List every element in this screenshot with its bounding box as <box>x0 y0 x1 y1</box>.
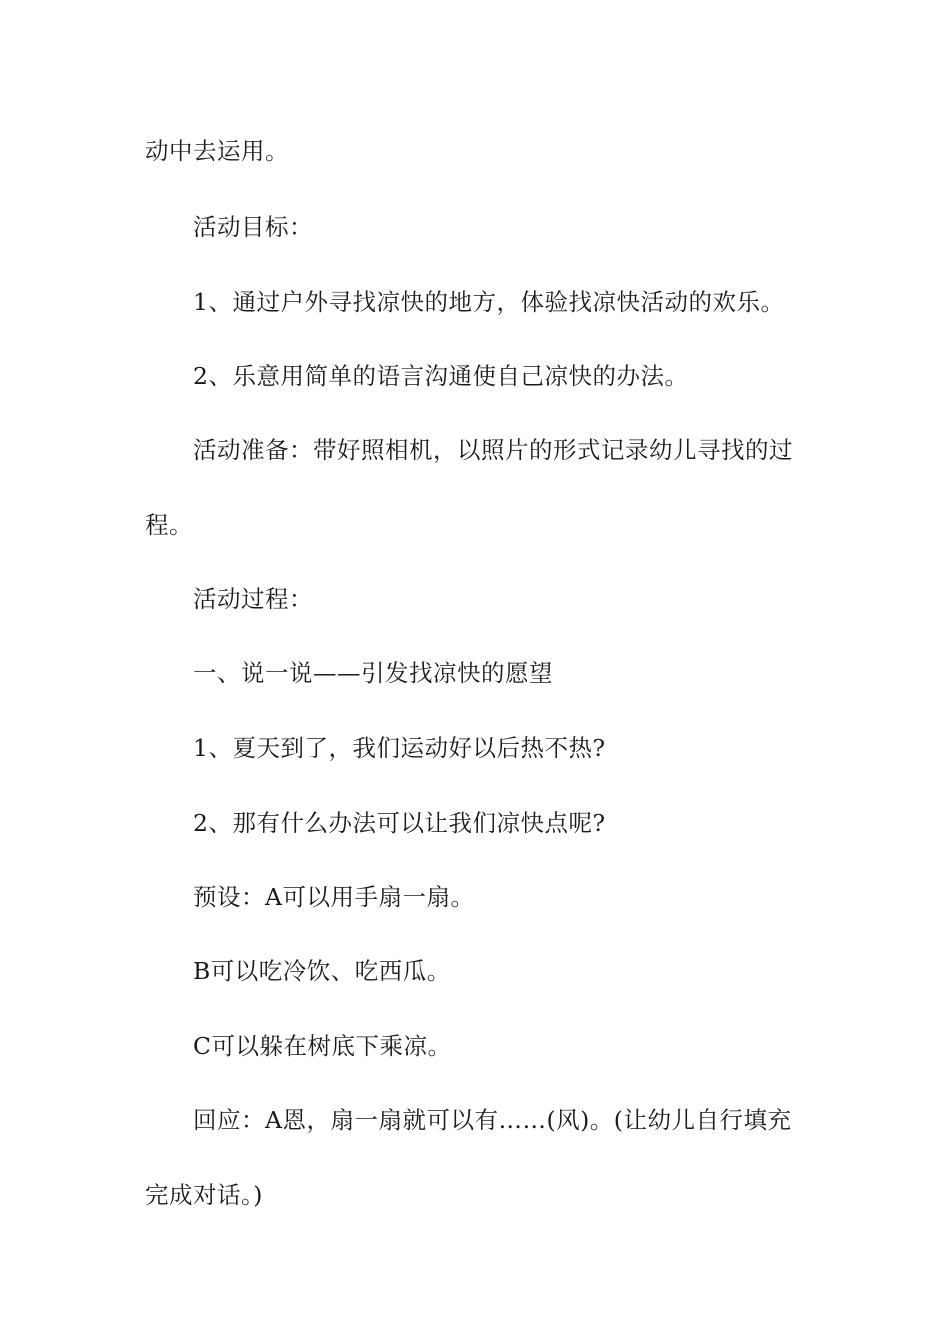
question-2: 2、那有什么办法可以让我们凉快点呢? <box>193 809 606 837</box>
activity-preparation: 活动准备：带好照相机，以照片的形式记录幼儿寻找的过 <box>193 436 793 464</box>
heading-activity-process: 活动过程： <box>193 585 313 613</box>
paragraph-continuation: 动中去运用。 <box>145 137 289 165</box>
goal-item-1: 1、通过户外寻找凉快的地方，体验找凉快活动的欢乐。 <box>193 288 785 316</box>
goal-item-2: 2、乐意用简单的语言沟通使自己凉快的办法。 <box>193 362 689 390</box>
preset-answer-b: B可以吃冷饮、吃西瓜。 <box>193 957 451 985</box>
preset-answer-c: C可以躲在树底下乘凉。 <box>193 1032 452 1060</box>
question-1: 1、夏天到了，我们运动好以后热不热? <box>193 734 606 762</box>
response-a: 回应：A恩，扇一扇就可以有……(风)。(让幼儿自行填充 <box>193 1106 792 1134</box>
heading-activity-goals: 活动目标： <box>193 213 313 241</box>
response-a-continuation: 完成对话。) <box>145 1181 263 1209</box>
preset-answer-a: 预设：A可以用手扇一扇。 <box>193 883 475 911</box>
activity-preparation-continuation: 程。 <box>145 511 193 539</box>
section-heading-1: 一、说一说——引发找凉快的愿望 <box>193 659 553 687</box>
